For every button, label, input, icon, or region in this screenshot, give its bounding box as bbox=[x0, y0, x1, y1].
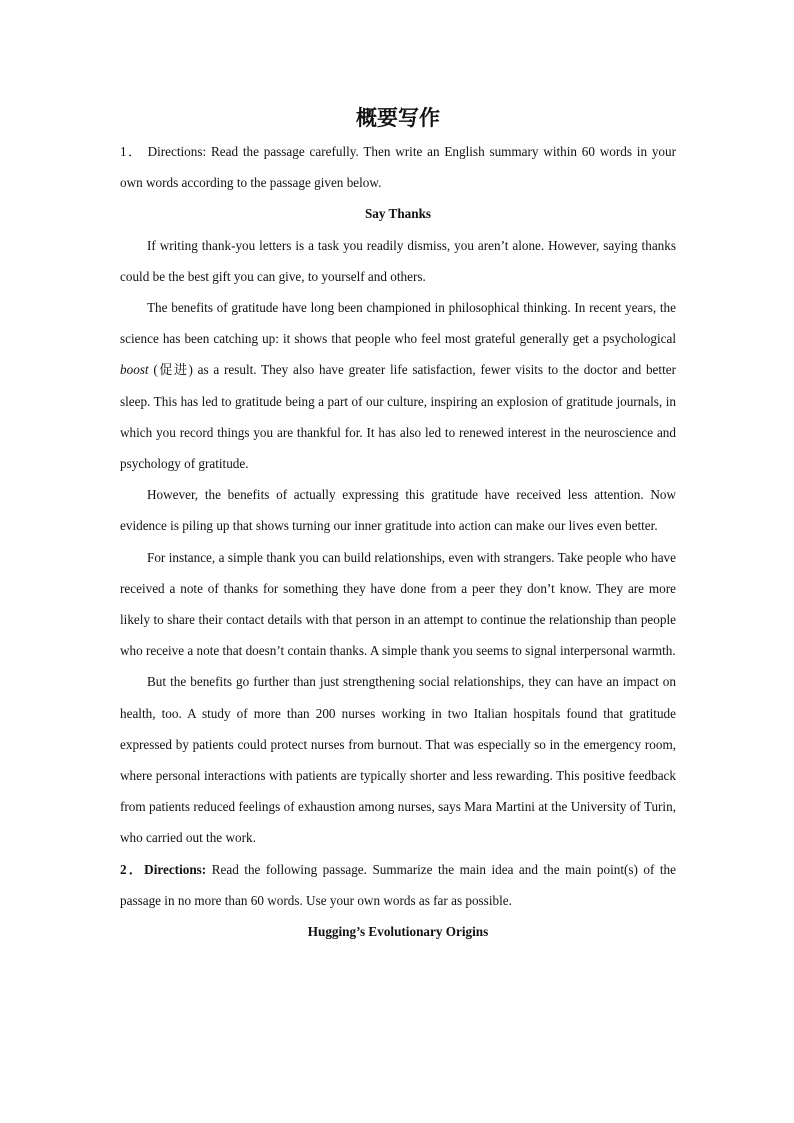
passage-1-heading: Say Thanks bbox=[364, 206, 432, 222]
question-2-directions-label: Directions: bbox=[144, 861, 207, 877]
passage-1-paragraph-4: For instance, a simple thank you can build relationships, even with strangers. Take people who have received a note of thanks for something they have done from a peer they don’t know. They are more likely to share their contact details with that person in an attempt to continue the relationship than people who receive a note that doesn’t contain thanks. A simple thank you seems to signal interpersonal warmth. bbox=[120, 549, 676, 659]
document-content bbox=[120, 100, 676, 947]
question-1-number: 1． bbox=[120, 144, 143, 159]
paragraph-2-part-b: (促进) as a result. They also have greater life satisfaction, fewer visits to the doctor and better sleep. This has led to gratitude being a part of our culture, inspiring an explosion of gratitude journals, in which you record things you are thankful for. It has also led to renewed interest in the neuroscience and psychology of gratitude. bbox=[120, 362, 676, 472]
question-2-directions-text: Read the following passage. Summarize the main idea and the main point(s) of the passage in no more than 60 words. Use your own words as far as possible. bbox=[120, 861, 676, 908]
emphasized-word: boost bbox=[120, 362, 149, 378]
passage-2-heading: Hugging’s Evolutionary Origins bbox=[307, 924, 489, 940]
page-title: 概要写作 bbox=[356, 105, 440, 130]
question-2-directions bbox=[120, 854, 676, 916]
paragraph-2-part-a: The benefits of gratitude have long been championed in philosophical thinking. In recent years, the science has been catching up: it shows that people who feel most grateful generally get a psychological bbox=[120, 300, 676, 347]
passage-1-paragraph-1: If writing thank-you letters is a task you readily dismiss, you aren’t alone. However, saying thanks could be the best gift you can give, to yourself and others. bbox=[120, 237, 676, 284]
question-1-directions-text: Directions: Read the passage carefully. Then write an English summary within 60 words in your own words according to the passage given below. bbox=[120, 144, 677, 191]
question-2-number: 2． bbox=[120, 861, 145, 877]
passage-1-paragraph-5: But the benefits go further than just strengthening social relationships, they can have an impact on health, too. A study of more than 200 nurses working in two Italian hospitals found that gratitude expressed by patients could protect nurses from burnout. That was especially so in the emergency room, where personal interactions with patients are typically shorter and less rewarding. This positive feedback from patients reduced feelings of exhaustion among nurses, says Mara Martini at the University of Turin, who carried out the work. bbox=[120, 674, 676, 846]
passage-1-paragraph-3: However, the benefits of actually expressing this gratitude have received less attention. Now evidence is piling up that shows turning our inner gratitude into action can make our lives even better. bbox=[120, 487, 676, 534]
question-1-directions bbox=[120, 136, 676, 198]
passage-1-paragraph-2 bbox=[120, 292, 676, 479]
